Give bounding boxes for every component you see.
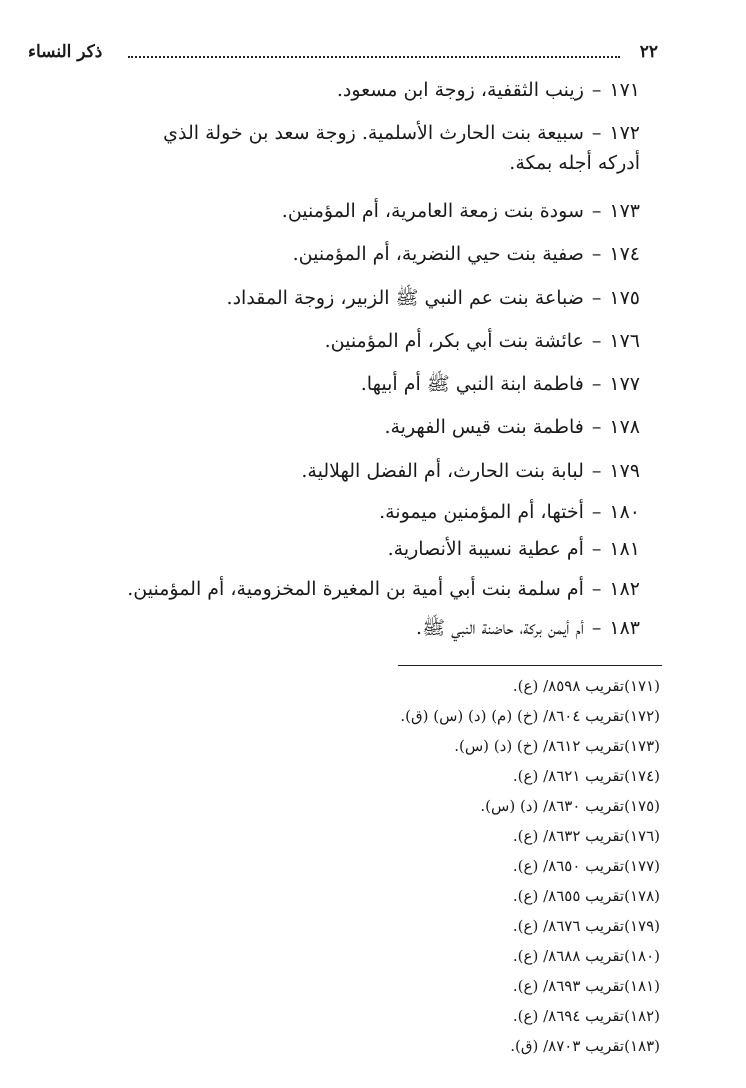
- footnote: (١٨٠)تقريب ٨٦٨٨/ (ع).: [512, 947, 660, 965]
- entry-number: ١٨١: [609, 538, 640, 560]
- entry-item: ١٧٥–ضباعة بنت عم النبي ﷺ الزبير، زوجة المقداد.: [120, 283, 640, 313]
- entry-number: ١٧٢: [609, 122, 640, 144]
- entry-number: ١٧٣: [609, 200, 640, 222]
- entry-text: أم أيمن بركة، حاضنة النبي ﷺ.: [416, 617, 584, 639]
- entry-item: ١٧٨–فاطمة بنت قيس الفهرية.: [120, 412, 640, 442]
- footnote: (١٨٢)تقريب ٨٦٩٤/ (ع).: [512, 1007, 660, 1025]
- entry-text: سبيعة بنت الحارث الأسلمية. زوجة سعد بن خولة الذي أدركه أجله بمكة.: [163, 122, 640, 174]
- entry-item: ١٨١–أم عطية نسيبة الأنصارية.: [120, 534, 640, 564]
- entry-text: أم سلمة بنت أبي أمية بن المغيرة المخزومية، أم المؤمنين.: [127, 578, 584, 600]
- entry-text: ضباعة بنت عم النبي ﷺ الزبير، زوجة المقداد.: [226, 287, 584, 309]
- entry-item: ١٧٧–فاطمة ابنة النبي ﷺ أم أبيها.: [120, 369, 640, 399]
- entry-text: أختها، أم المؤمنين ميمونة.: [379, 501, 584, 523]
- entry-text: لبابة بنت الحارث، أم الفضل الهلالية.: [301, 460, 584, 482]
- entry-item: ١٧١–زينب الثقفية، زوجة ابن مسعود.: [120, 75, 640, 105]
- footnote: (١٧١)تقريب ٨٥٩٨/ (ع).: [512, 677, 660, 695]
- entry-number: ١٨٣: [609, 617, 640, 639]
- footnote: (١٧٦)تقريب ٨٦٣٢/ (ع).: [512, 827, 660, 845]
- entry-number: ١٧٤: [609, 243, 640, 265]
- entry-text: فاطمة ابنة النبي ﷺ أم أبيها.: [360, 373, 584, 395]
- footnote: (١٧٢)تقريب ٨٦٠٤/ (خ) (م) (د) (س) (ق).: [400, 707, 660, 725]
- footnote: (١٧٥)تقريب ٨٦٣٠/ (د) (س).: [480, 797, 660, 815]
- footnote-separator: [398, 665, 662, 666]
- entry-item: ١٧٢–سبيعة بنت الحارث الأسلمية. زوجة سعد بن خولة الذي أدركه أجله بمكة.: [120, 118, 640, 178]
- entry-text: زينب الثقفية، زوجة ابن مسعود.: [336, 79, 584, 101]
- entry-text: أم عطية نسيبة الأنصارية.: [387, 538, 584, 560]
- entry-number: ١٨٢: [609, 578, 640, 600]
- entry-item: ١٧٩–لبابة بنت الحارث، أم الفضل الهلالية.: [120, 456, 640, 486]
- footnote: (١٧٩)تقريب ٨٦٧٦/ (ع).: [512, 917, 660, 935]
- entry-text: صفية بنت حيي النضرية، أم المؤمنين.: [292, 243, 584, 265]
- entry-number: ١٧٧: [609, 373, 640, 395]
- entry-item: ١٧٤–صفية بنت حيي النضرية، أم المؤمنين.: [120, 239, 640, 269]
- footnote: (١٨٣)تقريب ٨٧٠٣/ (ق).: [510, 1037, 660, 1055]
- entry-text: عائشة بنت أبي بكر، أم المؤمنين.: [324, 330, 584, 352]
- entry-text: سودة بنت زمعة العامرية، أم المؤمنين.: [281, 200, 584, 222]
- running-header: [28, 42, 658, 68]
- header-dot-leader: [128, 56, 620, 58]
- entry-item: ١٨٠–أختها، أم المؤمنين ميمونة.: [120, 497, 640, 527]
- entry-number: ١٧١: [609, 79, 640, 101]
- entry-item: ١٧٣–سودة بنت زمعة العامرية، أم المؤمنين.: [120, 196, 640, 226]
- entry-item: ١٨٢–أم سلمة بنت أبي أمية بن المغيرة المخزومية، أم المؤمنين.: [80, 574, 640, 604]
- entry-number: ١٧٩: [609, 460, 640, 482]
- entry-number: ١٨٠: [609, 501, 640, 523]
- entry-text: فاطمة بنت قيس الفهرية.: [384, 416, 584, 438]
- entry-item: ١٨٣–أم أيمن بركة، حاضنة النبي ﷺ.: [120, 613, 640, 643]
- entry-number: ١٧٨: [609, 416, 640, 438]
- section-title: ذكر النساء: [28, 42, 103, 62]
- footnote: (١٧٧)تقريب ٨٦٥٠/ (ع).: [512, 857, 660, 875]
- page-number: ٢٢: [639, 42, 658, 62]
- footnote: (١٨١)تقريب ٨٦٩٣/ (ع).: [512, 977, 660, 995]
- footnote: (١٧٨)تقريب ٨٦٥٥/ (ع).: [512, 887, 660, 905]
- entry-number: ١٧٦: [609, 330, 640, 352]
- footnote: (١٧٣)تقريب ٨٦١٢/ (خ) (د) (س).: [454, 737, 660, 755]
- entry-item: ١٧٦–عائشة بنت أبي بكر، أم المؤمنين.: [120, 326, 640, 356]
- entry-number: ١٧٥: [609, 287, 640, 309]
- footnote: (١٧٤)تقريب ٨٦٢١/ (ع).: [512, 767, 660, 785]
